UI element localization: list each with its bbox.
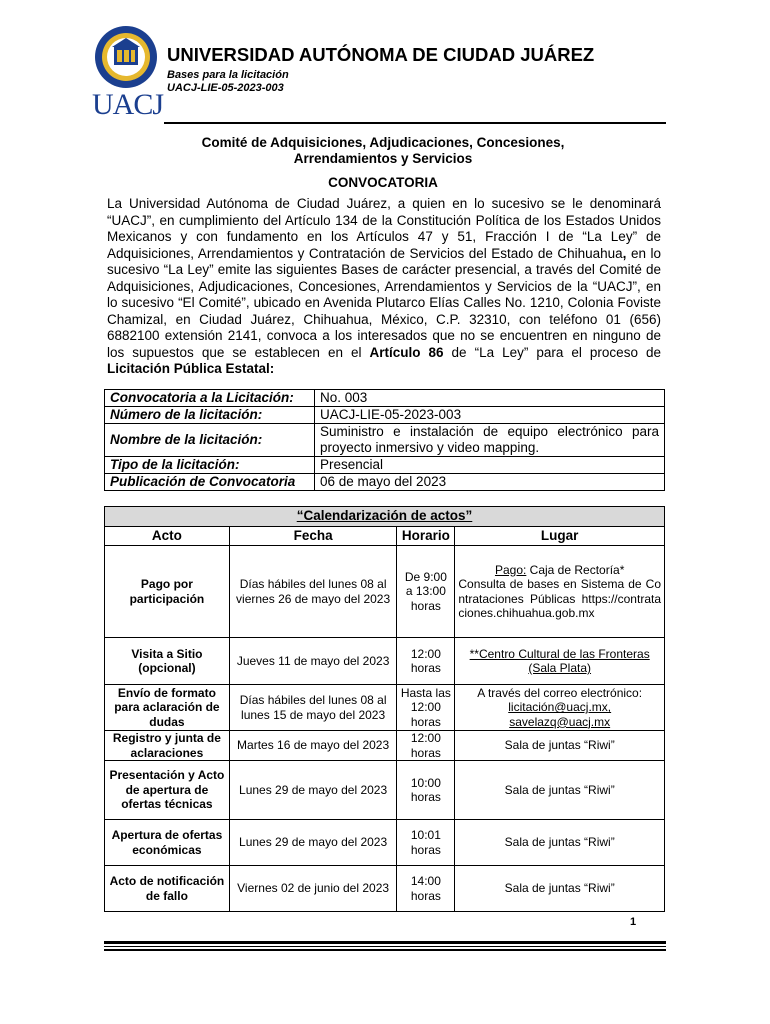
university-title: UNIVERSIDAD AUTÓNOMA DE CIUDAD JUÁREZ	[167, 44, 595, 65]
acto-cell: Pago por participación	[105, 546, 230, 638]
acto-cell: Presentación y Acto de apertura de ofertas técnicas	[105, 761, 230, 820]
lugar-cell	[455, 638, 665, 685]
horario-cell: 10:01 horas	[397, 820, 455, 866]
fecha-cell: Jueves 11 de mayo del 2023	[229, 638, 397, 685]
uacj-logo-text: UACJ	[92, 88, 164, 121]
horario-cell: 12:00 horas	[397, 731, 455, 761]
info-value: Presencial	[315, 457, 665, 474]
table-row	[105, 390, 665, 407]
document-subtitle: Bases para la licitación	[167, 69, 289, 81]
horario-cell: 14:00 horas	[397, 866, 455, 912]
info-label: Nombre de la licitación:	[105, 424, 315, 457]
footer-rule	[104, 946, 666, 947]
column-header-acto: Acto	[105, 527, 230, 546]
table-row	[105, 761, 665, 820]
table-row	[105, 457, 665, 474]
info-value: Suministro e instalación de equipo electrónico para proyecto inmersivo y video mapping.	[315, 424, 665, 457]
lugar-text: Consulta de bases en Sistema de Contrataciones Públicas https://contrataciones.chihuahua.gob.mx	[458, 577, 661, 620]
acto-cell: Acto de notificación de fallo	[105, 866, 230, 912]
horario-cell: 12:00 horas	[397, 638, 455, 685]
fecha-cell: Días hábiles del lunes 08 al lunes 15 de mayo del 2023	[229, 685, 397, 731]
calendar-title: “Calendarización de actos”	[105, 507, 665, 527]
lugar-cell: Sala de juntas “Riwi”	[455, 761, 665, 820]
lugar-cell: Sala de juntas “Riwi”	[455, 866, 665, 912]
horario-cell: De 9:00 a 13:00 horas	[397, 546, 455, 638]
email-link[interactable]: savelazq@uacj.mx	[509, 714, 611, 729]
convocatoria-heading: CONVOCATORIA	[328, 175, 438, 190]
email-link[interactable]: licitación@uacj.mx,	[508, 700, 612, 715]
column-header-lugar: Lugar	[455, 527, 665, 546]
acto-cell: Envío de formato para aclaración de dudas	[105, 685, 230, 731]
committee-line-2: Arrendamientos y Servicios	[293, 151, 473, 166]
tender-info-table	[104, 389, 665, 491]
column-header-horario: Horario	[397, 527, 455, 546]
calendar-table	[104, 506, 665, 912]
info-label: Convocatoria a la Licitación:	[105, 390, 315, 407]
university-seal-icon	[94, 25, 158, 89]
fecha-cell: Lunes 29 de mayo del 2023	[229, 820, 397, 866]
info-value: UACJ-LIE-05-2023-003	[315, 407, 665, 424]
table-row	[105, 474, 665, 491]
fecha-cell: Martes 16 de mayo del 2023	[229, 731, 397, 761]
table-row	[105, 407, 665, 424]
page-number: 1	[630, 916, 637, 928]
acto-cell: Visita a Sitio (opcional)	[105, 638, 230, 685]
table-row	[105, 424, 665, 457]
fecha-cell: Viernes 02 de junio del 2023	[229, 866, 397, 912]
lugar-text: (Sala Plata)	[528, 661, 592, 675]
horario-cell: Hasta las 12:00 horas	[397, 685, 455, 731]
footer-rule	[104, 949, 666, 951]
lugar-cell	[455, 546, 665, 638]
table-row	[105, 731, 665, 761]
header-divider	[164, 122, 666, 124]
lugar-text: Caja de Rectoría*	[526, 562, 625, 577]
table-row	[105, 685, 665, 731]
acto-cell: Apertura de ofertas económicas	[105, 820, 230, 866]
document-code: UACJ-LIE-05-2023-003	[167, 82, 284, 94]
table-row	[105, 866, 665, 912]
column-header-fecha: Fecha	[229, 527, 397, 546]
calendar-header-row	[105, 527, 665, 546]
lugar-cell	[455, 685, 665, 731]
info-value: No. 003	[315, 390, 665, 407]
fecha-cell: Días hábiles del lunes 08 al viernes 26 de mayo del 2023	[229, 546, 397, 638]
acto-cell: Registro y junta de aclaraciones	[105, 731, 230, 761]
lugar-pago-label: Pago:	[494, 562, 527, 577]
table-row	[105, 546, 665, 638]
fecha-cell: Lunes 29 de mayo del 2023	[229, 761, 397, 820]
lugar-text: A través del correo electrónico:	[477, 685, 643, 700]
horario-cell: 10:00 horas	[397, 761, 455, 820]
table-row	[105, 638, 665, 685]
lugar-text: **Centro Cultural de las Fronteras	[469, 646, 650, 661]
info-label: Número de la licitación:	[105, 407, 315, 424]
footer-rule	[104, 941, 666, 944]
info-label: Publicación de Convocatoria	[105, 474, 315, 491]
committee-line-1: Comité de Adquisiciones, Adjudicaciones, Concesiones,	[201, 135, 565, 150]
lugar-cell: Sala de juntas “Riwi”	[455, 820, 665, 866]
intro-paragraph: La Universidad Autónoma de Ciudad Juárez, a quien en lo sucesivo se le denominará “UACJ”, en cumplimiento del Artículo 134 de la Constitución Política de los Estados Unidos Mexicanos y con fundamento en los Artículos 47 y 51, Fracción I de “La Ley” de Adquisiciones, Arrendamientos y Contratación de Servicios del Estado de Chihuahua, en lo sucesivo “La Ley” emite las siguientes Bases de carácter presencial, a través del Comité de Adquisiciones, Adjudicaciones, Concesiones, Arrendamientos y Servicios de la “UACJ”, en lo sucesivo “El Comité”, ubicado en Avenida Plutarco Elías Calles No. 1210, Colonia Foviste Chamizal, en Ciudad Juárez, Chihuahua, México, C.P. 32310, con teléfono 01 (656) 6882100 extensión 2141, convoca a los interesados que no se encuentren en ninguno de los supuestos que se establecen en el Artículo 86 de “La Ley” para el proceso de Licitación Pública Estatal:	[107, 196, 661, 376]
table-row	[105, 820, 665, 866]
info-label: Tipo de la licitación:	[105, 457, 315, 474]
info-value: 06 de mayo del 2023	[315, 474, 665, 491]
lugar-cell: Sala de juntas “Riwi”	[455, 731, 665, 761]
